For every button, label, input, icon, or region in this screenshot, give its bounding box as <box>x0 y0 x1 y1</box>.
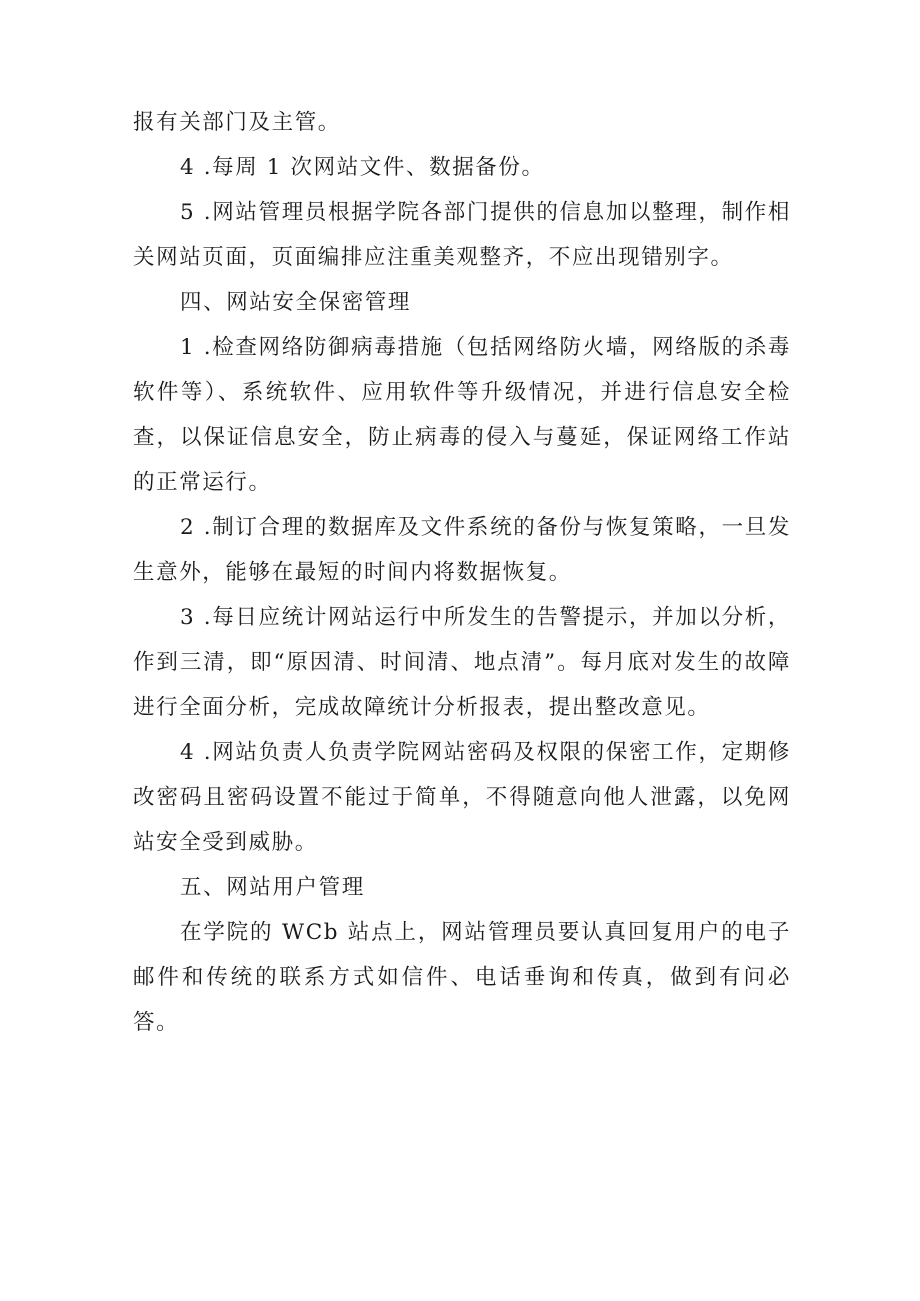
list-item-4-backup: 4 .每周 1 次网站文件、数据备份。 <box>180 155 545 180</box>
list-item-3-alerts: 3 .每日应统计网站运行中所发生的告警提示，并加以分析，作到三清，即“原因清、时间清、地点清”。每月底对发生的故障进行全面分析，完成故障统计分析报表，提出整改意见。 <box>133 605 791 720</box>
section-heading-security: 四、网站安全保密管理 <box>180 290 412 315</box>
list-item-5-pages: 5 .网站管理员根据学院各部门提供的信息加以整理，制作相关网站页面，页面编排应注重美观整齐，不应出现错别字。 <box>133 200 791 270</box>
list-item-2-backup-strategy: 2 .制订合理的数据库及文件系统的备份与恢复策略，一旦发生意外，能够在最短的时间内将数据恢复。 <box>133 515 791 585</box>
list-item-4-passwords: 4 .网站负责人负责学院网站密码及权限的保密工作，定期修改密码且密码设置不能过于简单，不得随意向他人泄露，以免网站安全受到威胁。 <box>133 740 791 855</box>
list-item-1-antivirus: 1 .检查网络防御病毒措施（包括网络防火墙，网络版的杀毒软件等）、系统软件、应用软件等升级情况，并进行信息安全检查，以保证信息安全，防止病毒的侵入与蔓延，保证网络工作站的正常运行。 <box>133 335 791 495</box>
paragraph-continuation: 报有关部门及主管。 <box>133 110 341 135</box>
paragraph-user-management: 在学院的 WCb 站点上，网站管理员要认真回复用户的电子邮件和传统的联系方式如信件、电话垂询和传真，做到有问必答。 <box>133 920 791 1035</box>
section-heading-users: 五、网站用户管理 <box>180 875 365 900</box>
document-page <box>133 100 791 1045</box>
